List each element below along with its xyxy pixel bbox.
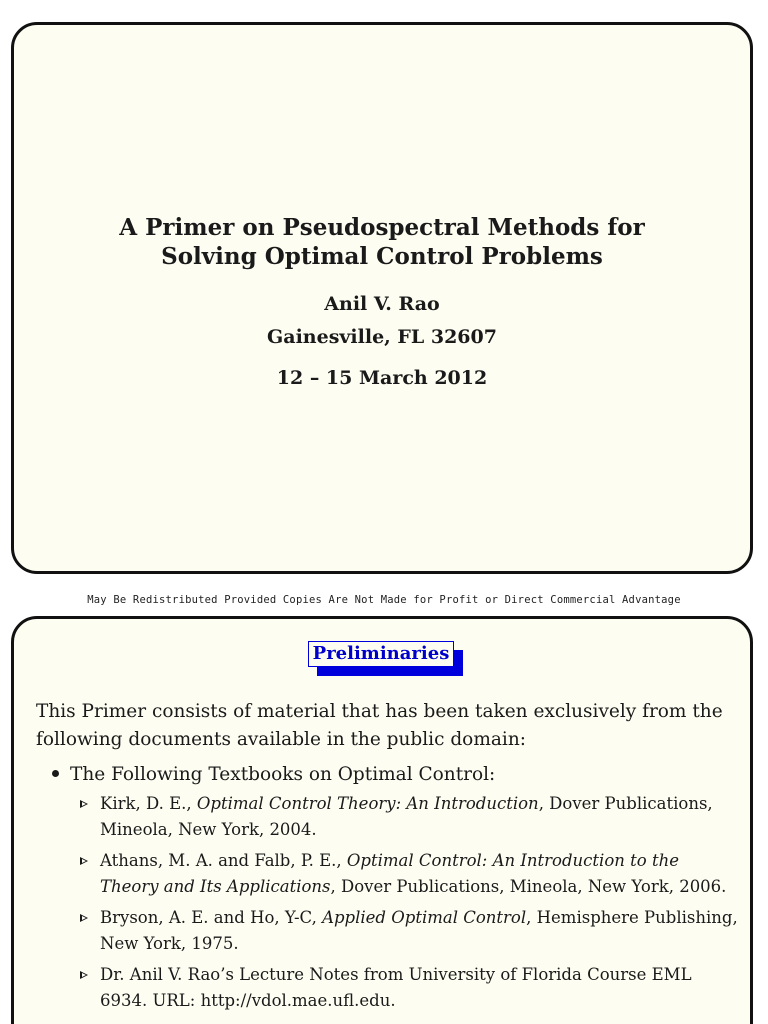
author-location: Gainesville, FL 32607 — [267, 326, 497, 348]
redistribution-notice: May Be Redistributed Provided Copies Are Not Made for Profit or Direct Commercial Advantage — [87, 594, 681, 606]
reference-authors: Dr. Anil V. Rao’s Lecture Notes from University of Florida Course EML 6934. URL: http://vdol.mae.ufl.edu. — [100, 965, 692, 1010]
title-slide — [11, 22, 753, 574]
author-name: Anil V. Rao — [324, 293, 440, 315]
reference-publisher: , Hemisphere Publishing, New York, 1975. — [100, 908, 738, 953]
presentation-dates: 12 – 15 March 2012 — [276, 367, 488, 389]
presentation-title-line-2: Solving Optimal Control Problems — [161, 243, 603, 270]
presentation-title-line-1: A Primer on Pseudospectral Methods for — [119, 214, 645, 241]
title-block — [14, 213, 750, 389]
section-heading — [308, 641, 454, 667]
bullet-label: The Following Textbooks on Optimal Control: — [70, 764, 496, 785]
reference-authors: Bryson, A. E. and Ho, Y-C, — [100, 908, 323, 927]
reference-publisher: , Dover Publications, Mineola, New York, 2004. — [100, 794, 713, 839]
triangle-bullet-icon — [80, 914, 88, 922]
reference-list — [80, 791, 740, 1019]
triangle-bullet-icon — [80, 800, 88, 808]
reference-item — [80, 791, 740, 843]
section-heading-label: Preliminaries — [308, 641, 454, 667]
reference-authors: Athans, M. A. and Falb, P. E., — [100, 851, 347, 870]
reference-authors: Kirk, D. E., — [100, 794, 197, 813]
reference-title: Optimal Control Theory: An Introduction — [196, 794, 539, 813]
triangle-bullet-icon — [80, 971, 88, 979]
reference-item — [80, 905, 740, 957]
intro-paragraph: This Primer consists of material that has been taken exclusively from the following documents available in the public domain: — [36, 701, 723, 750]
reference-publisher: , Dover Publications, Mineola, New York, 2006. — [330, 877, 727, 896]
bullet-dot-icon — [52, 770, 59, 777]
bullet-textbooks — [52, 762, 495, 788]
reference-item — [80, 848, 740, 900]
preliminaries-slide — [11, 616, 753, 1024]
reference-title: Applied Optimal Control — [322, 908, 527, 927]
reference-item — [80, 962, 740, 1014]
triangle-bullet-icon — [80, 857, 88, 865]
reference-title: Optimal Control: An Introduction to the Theory and Its Applications — [100, 851, 679, 896]
